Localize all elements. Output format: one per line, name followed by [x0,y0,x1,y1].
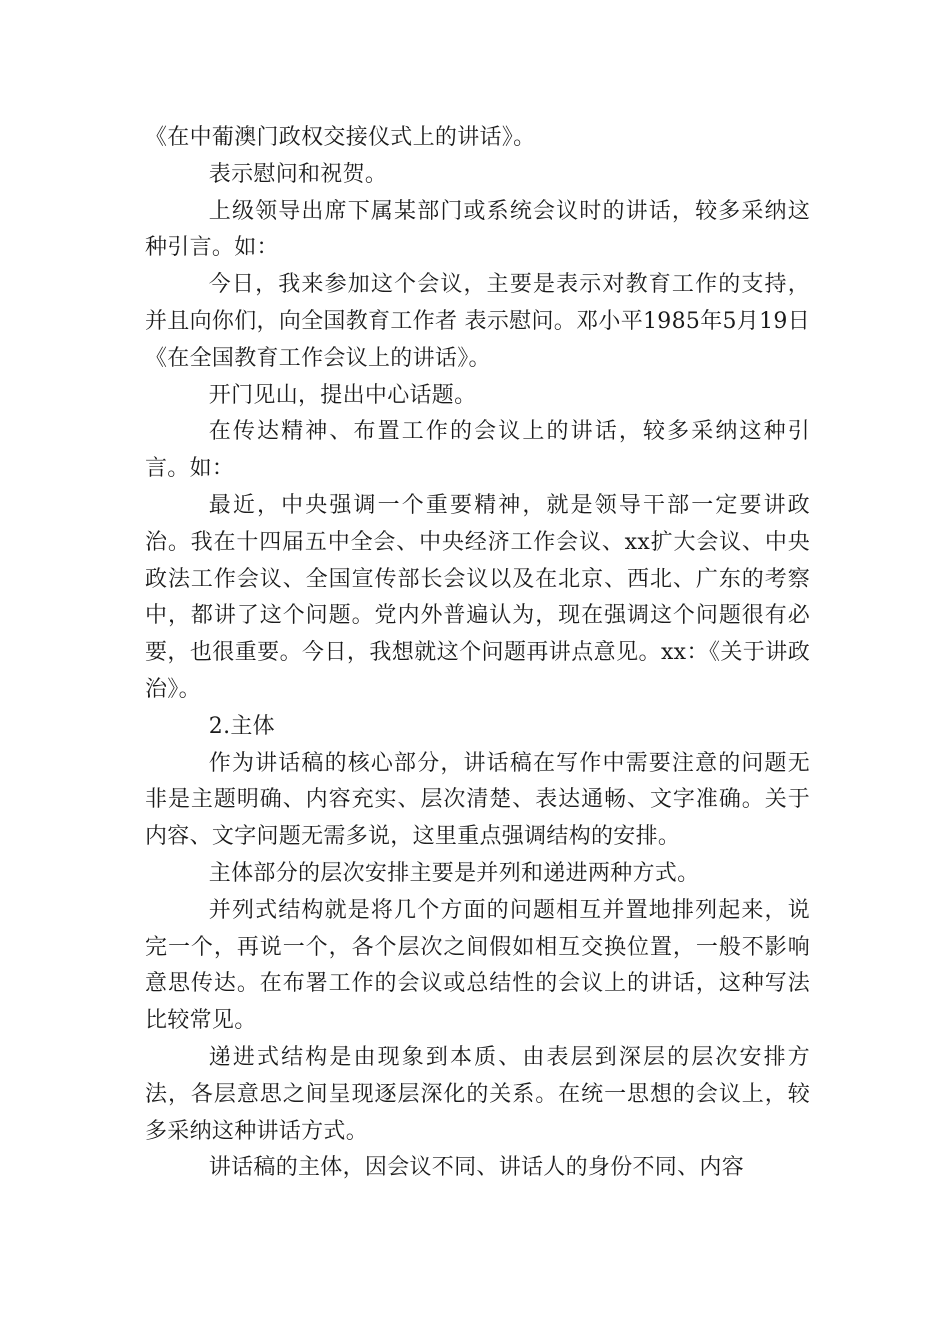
paragraph-continuation: 《在中葡澳门政权交接仪式上的讲话》。 [145,125,536,150]
paragraph: 并列式结构就是将几个方面的问题相互并置地排列起来，说完一个，再说一个，各个层次之间假如相互交换位置，一般不影响意思传达。在布署工作的会议或总结性的会议上的讲话，这种写法比较常见。 [145,897,810,1034]
paragraph-example: 今日，我来参加这个会议，主要是表示对教育工作的支持，并且向你们，向全国教育工作者 表示慰问。邓小平1985年5月19日《在全国教育工作会议上的讲话》。 [145,272,810,371]
paragraph-truncated: 讲话稿的主体，因会议不同、讲话人的身份不同、内容 [208,1155,744,1181]
paragraph: 递进式结构是由现象到本质、由表层到深层的层次安排方法，各层意思之间呈现逐层深化的关系。在统一思想的会议上，较多采纳这种讲话方式。 [145,1044,810,1144]
paragraph: 主体部分的层次安排主要是并列和递进两种方式。 [208,860,700,886]
paragraph-example: 最近，中央强调一个重要精神，就是领导干部一定要讲政治。我在十四届五中全会、中央经济工作会议、xx扩大会议、中央政法工作会议、全国宣传部长会议以及在北京、西北、广东的考察中，都讲了这个问题。党内外普遍认为，现在强调这个问题很有必要，也很重要。今日，我想就这个问题再讲点意见。xx：《关于讲政治》。 [145,492,810,702]
paragraph: 在传达精神、布置工作的会议上的讲话，较多采纳这种引言。如： [145,419,810,482]
section-heading-main-body: 2.主体 [208,713,275,739]
paragraph-heading-topic: 开门见山，提出中心话题。 [208,382,477,408]
document-body [145,120,810,1187]
paragraph-heading-condolence: 表示慰问和祝贺。 [208,161,388,187]
paragraph: 上级领导出席下属某部门或系统会议时的讲话，较多采纳这种引言。如： [145,198,810,261]
paragraph: 作为讲话稿的核心部分，讲话稿在写作中需要注意的问题无非是主题明确、内容充实、层次清楚、表达通畅、文字准确。关于内容、文字问题无需多说，这里重点强调结构的安排。 [145,750,810,850]
